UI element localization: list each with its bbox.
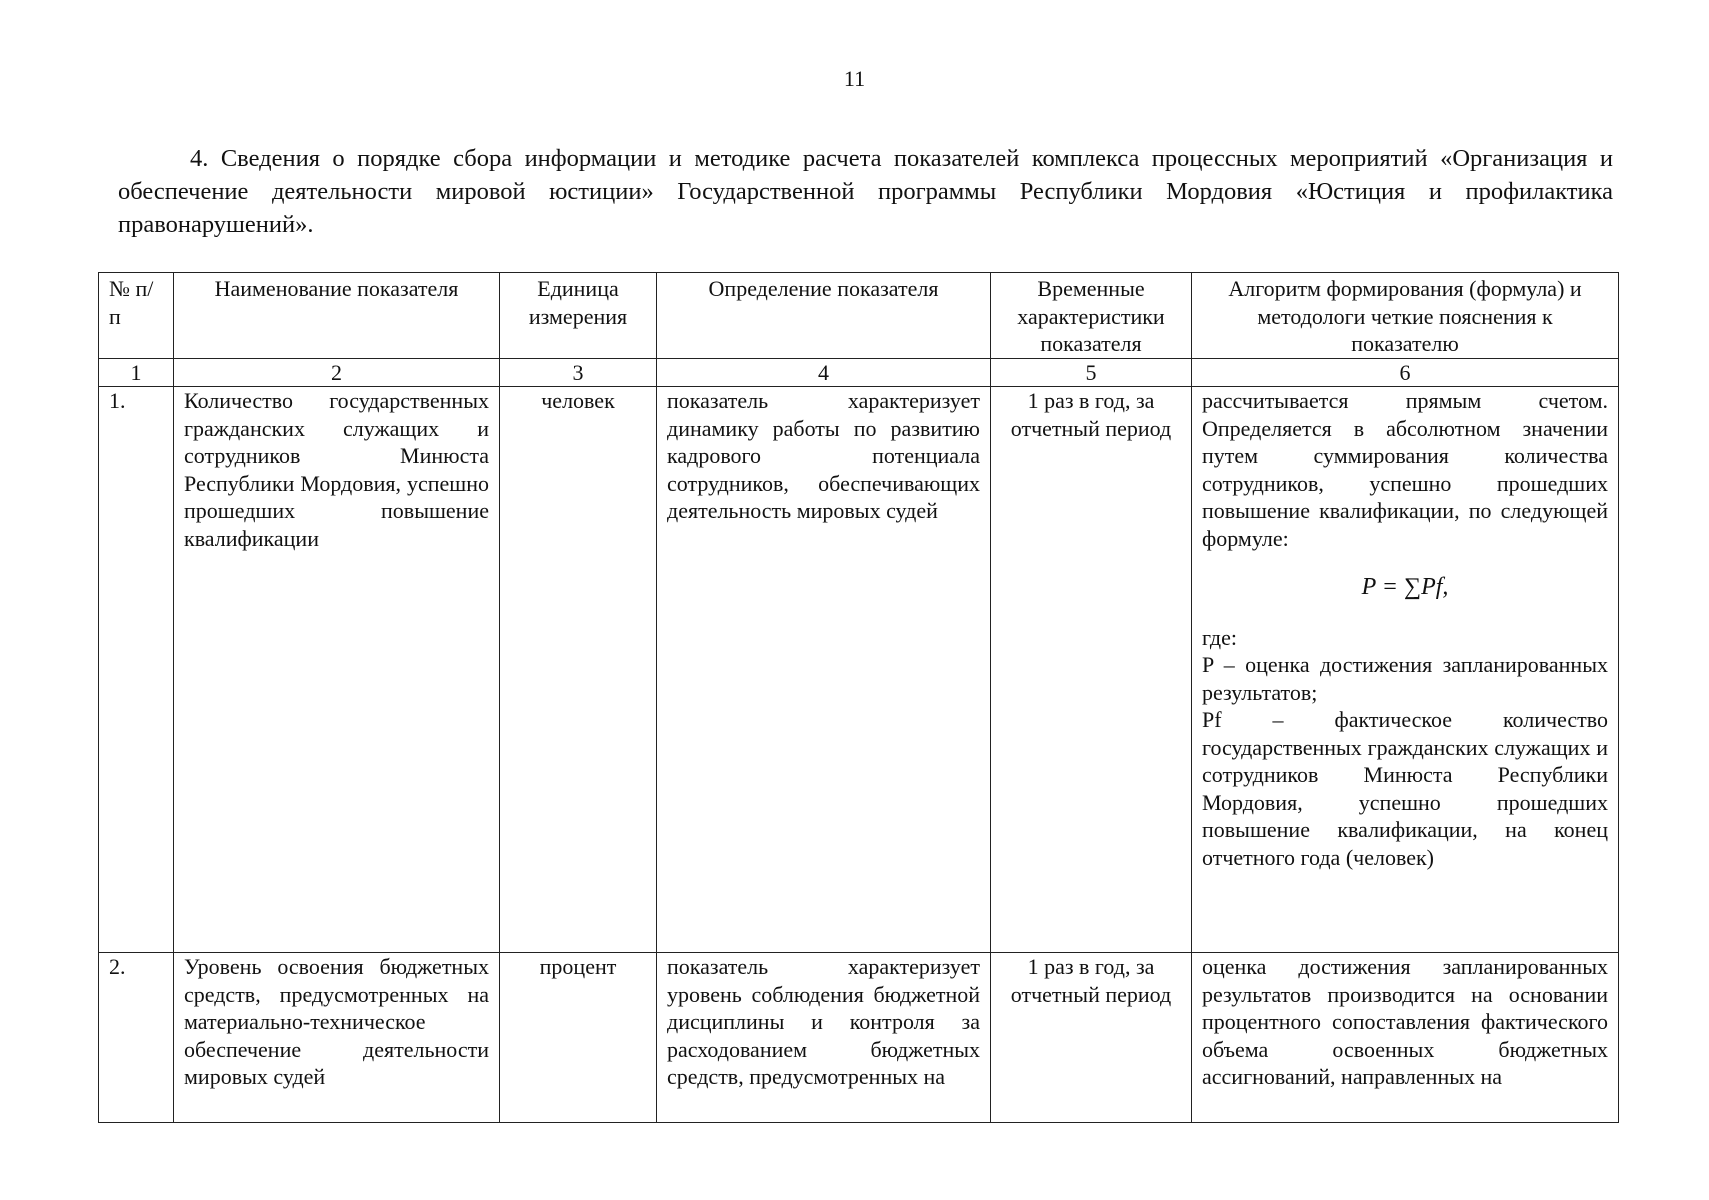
indicators-table (98, 272, 1619, 1123)
column-number: 5 (991, 358, 1192, 387)
table-row (99, 387, 1619, 953)
algorithm-p-definition: P – оценка достижения запланированных результатов; (1202, 652, 1608, 705)
heading-lead: 4. Сведения о порядке сбора информации и методике расчета показателей комплекса процессных мероприятий (190, 145, 1428, 172)
indicator-unit: процент (500, 953, 657, 1123)
indicator-timing: 1 раз в год, за отчетный период (991, 953, 1192, 1123)
row-number: 2. (99, 953, 174, 1123)
column-number: 2 (174, 358, 500, 387)
header-algorithm: Алгоритм формирования (формула) и методологи четкие пояснения к показателю (1192, 273, 1619, 359)
header-timing: Временные характеристики показателя (991, 273, 1192, 359)
header-num: № п/п (99, 273, 174, 359)
column-number-row (99, 358, 1619, 387)
indicator-algorithm (1192, 387, 1619, 953)
table-row (99, 953, 1619, 1123)
indicator-timing: 1 раз в год, за отчетный период (991, 387, 1192, 953)
algorithm-pf-definition: Pf – фактическое количество государственных гражданских служащих и сотрудников Минюста Республики Мордовия, успешно прошедших повышение квалификации, на конец отчетного года (человек) (1202, 707, 1608, 870)
header-definition: Определение показателя (657, 273, 991, 359)
indicator-name: Уровень освоения бюджетных средств, предусмотренных на материально-техническое обеспечение деятельности мировых судей (174, 953, 500, 1123)
table-header-row (99, 273, 1619, 359)
column-number: 1 (99, 358, 174, 387)
indicator-definition: показатель характеризует уровень соблюдения бюджетной дисциплины и контроля за расходованием бюджетных средств, предусмотренных на (657, 953, 991, 1123)
algorithm-where: где: (1202, 624, 1237, 650)
column-number: 6 (1192, 358, 1619, 387)
column-number: 3 (500, 358, 657, 387)
indicator-algorithm: оценка достижения запланированных результатов производится на основании процентного сопоставления фактического объема освоенных бюджетных ассигнований, направленных на (1192, 953, 1619, 1123)
row-number: 1. (99, 387, 174, 953)
header-name: Наименование показателя (174, 273, 500, 359)
page-number: 11 (843, 66, 866, 91)
heading-rest: «Организация и обеспечение деятельности мировой юстиции» Государственной программы Республики Мордовия «Юстиция и профилактика правонарушений». (118, 145, 1614, 238)
indicator-name: Количество государственных гражданских служащих и сотрудников Минюста Республики Мордовия, успешно прошедших повышение квалификации (174, 387, 500, 953)
indicator-definition: показатель характеризует динамику работы по развитию кадрового потенциала сотрудников, обеспечивающих деятельность мировых судей (657, 387, 991, 953)
algorithm-intro: рассчитывается прямым счетом. Определяется в абсолютном значении путем суммирования количества сотрудников, успешно прошедших повышение квалификации, по следующей формуле: (1202, 388, 1608, 551)
section-heading (118, 142, 1613, 241)
header-unit: Единица измерения (500, 273, 657, 359)
indicator-unit: человек (500, 387, 657, 953)
algorithm-formula: P = ∑Pf, (1361, 574, 1449, 600)
column-number: 4 (657, 358, 991, 387)
